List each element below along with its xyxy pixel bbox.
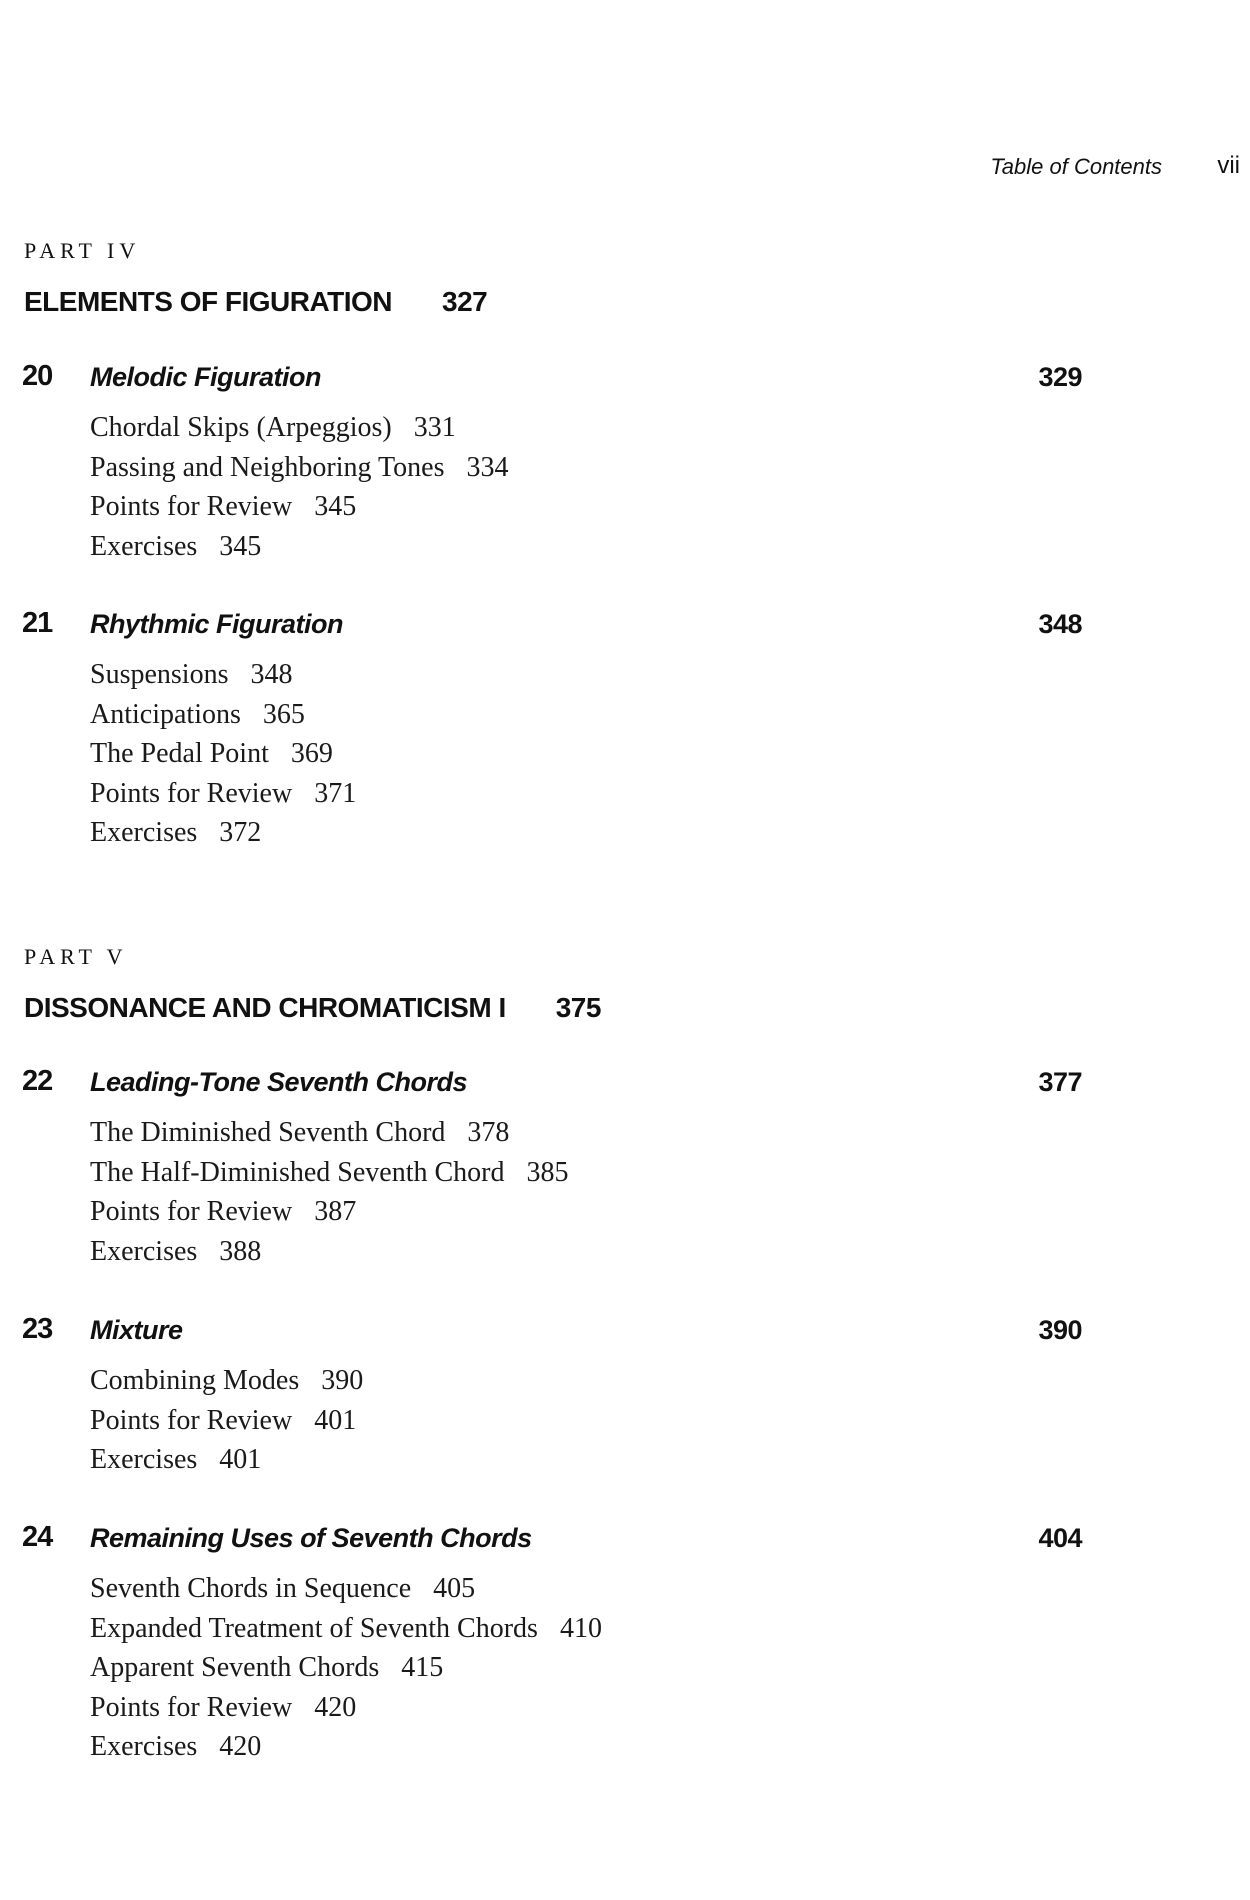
section-page-number: 401 <box>219 1444 262 1475</box>
chapter-number: 22 <box>22 1065 53 1097</box>
chapter-number: 20 <box>22 360 53 392</box>
section-page-number: 365 <box>262 698 305 730</box>
section-entry <box>90 695 1082 735</box>
section-page-number: 369 <box>290 738 333 769</box>
chapter-title: Mixture <box>90 1315 183 1345</box>
part-title-text: DISSONANCE AND CHROMATICISM I <box>24 992 506 1023</box>
section-entry <box>90 1609 1082 1649</box>
section-entry <box>90 813 1082 853</box>
section-page-number: 420 <box>219 1731 262 1762</box>
section-title: Chordal Skips (Arpeggios) <box>90 412 392 443</box>
chapter-page-number: 404 <box>1038 1523 1082 1553</box>
running-header <box>0 154 1250 184</box>
chapter-21 <box>22 607 1082 853</box>
chapter-22 <box>22 1065 1082 1271</box>
section-title: Points for Review <box>90 1691 293 1723</box>
section-title: Points for Review <box>90 491 293 522</box>
section-entry <box>90 1153 1082 1193</box>
part-label: PART V <box>24 944 128 969</box>
chapter-heading <box>22 360 1082 400</box>
section-page-number: 385 <box>526 1156 569 1188</box>
part-iv <box>24 238 487 318</box>
section-entry <box>90 1440 1082 1480</box>
chapter-number: 21 <box>22 607 53 639</box>
section-page-number: 390 <box>321 1365 364 1396</box>
section-entry <box>90 734 1082 774</box>
chapter-title: Remaining Uses of Seventh Chords <box>90 1523 532 1553</box>
section-title: Points for Review <box>90 1404 293 1436</box>
section-entry <box>90 1569 1082 1609</box>
section-page-number: 331 <box>413 412 456 443</box>
section-title: Combining Modes <box>90 1365 300 1396</box>
section-page-number: 345 <box>314 491 357 522</box>
section-title: Exercises <box>90 1235 198 1267</box>
running-header-title: Table of Contents <box>990 154 1162 179</box>
section-entry <box>90 408 1082 448</box>
section-title: Apparent Seventh Chords <box>90 1652 380 1683</box>
section-entry <box>90 1401 1082 1441</box>
chapter-page-number: 329 <box>1038 362 1082 392</box>
chapter-heading <box>22 1065 1082 1105</box>
chapter-heading <box>22 1521 1082 1561</box>
chapter-heading <box>22 607 1082 647</box>
section-page-number: 378 <box>467 1117 510 1148</box>
section-title: Exercises <box>90 530 198 562</box>
chapter-page-number: 348 <box>1038 609 1082 639</box>
part-title <box>24 286 487 318</box>
page-number: vii <box>1217 152 1240 179</box>
section-page-number: 405 <box>433 1573 476 1604</box>
section-entry <box>90 1113 1082 1153</box>
chapter-heading <box>22 1313 1082 1353</box>
section-entry <box>90 1727 1082 1767</box>
chapter-number: 24 <box>22 1521 53 1553</box>
section-page-number: 345 <box>219 530 262 562</box>
section-page-number: 420 <box>314 1691 357 1723</box>
section-title: The Diminished Seventh Chord <box>90 1117 446 1148</box>
section-page-number: 334 <box>466 451 509 483</box>
section-entry <box>90 1688 1082 1728</box>
chapter-page-number: 390 <box>1038 1315 1082 1345</box>
section-entry <box>90 487 1082 527</box>
section-title: Passing and Neighboring Tones <box>90 451 445 483</box>
section-title: Exercises <box>90 1731 198 1762</box>
section-page-number: 387 <box>314 1196 357 1227</box>
section-title: Seventh Chords in Sequence <box>90 1573 412 1604</box>
section-title: The Pedal Point <box>90 738 269 769</box>
part-page-number: 327 <box>442 286 488 317</box>
section-title: Points for Review <box>90 1196 293 1227</box>
section-title: Points for Review <box>90 777 293 809</box>
chapter-title: Rhythmic Figuration <box>90 609 343 639</box>
section-list <box>90 655 1082 853</box>
chapter-page-number: 377 <box>1038 1067 1082 1097</box>
section-entry <box>90 774 1082 814</box>
section-list <box>90 408 1082 566</box>
section-title: Exercises <box>90 817 198 848</box>
section-page-number: 388 <box>219 1235 262 1267</box>
section-page-number: 348 <box>250 659 293 690</box>
section-title: Suspensions <box>90 659 229 690</box>
chapter-24 <box>22 1521 1082 1767</box>
part-v <box>24 944 601 1024</box>
section-entry <box>90 655 1082 695</box>
section-page-number: 401 <box>314 1404 357 1436</box>
part-title-text: ELEMENTS OF FIGURATION <box>24 286 393 317</box>
section-entry <box>90 1648 1082 1688</box>
section-page-number: 371 <box>314 777 357 809</box>
section-entry <box>90 1361 1082 1401</box>
section-title: The Half-Diminished Seventh Chord <box>90 1156 505 1188</box>
chapter-number: 23 <box>22 1313 53 1345</box>
chapter-title: Melodic Figuration <box>90 362 321 392</box>
section-list <box>90 1113 1082 1271</box>
section-entry <box>90 1192 1082 1232</box>
section-list <box>90 1569 1082 1767</box>
chapter-title: Leading-Tone Seventh Chords <box>90 1067 468 1097</box>
section-title: Anticipations <box>90 698 241 730</box>
section-entry <box>90 527 1082 567</box>
section-page-number: 410 <box>559 1612 602 1644</box>
chapter-20 <box>22 360 1082 566</box>
section-entry <box>90 1232 1082 1272</box>
part-page-number: 375 <box>555 992 601 1023</box>
section-page-number: 415 <box>401 1652 444 1683</box>
section-entry <box>90 448 1082 488</box>
section-title: Exercises <box>90 1444 198 1475</box>
part-title <box>24 992 601 1024</box>
section-page-number: 372 <box>219 817 262 848</box>
part-label: PART IV <box>24 238 141 263</box>
chapter-23 <box>22 1313 1082 1480</box>
section-title: Expanded Treatment of Seventh Chords <box>90 1612 538 1644</box>
section-list <box>90 1361 1082 1480</box>
